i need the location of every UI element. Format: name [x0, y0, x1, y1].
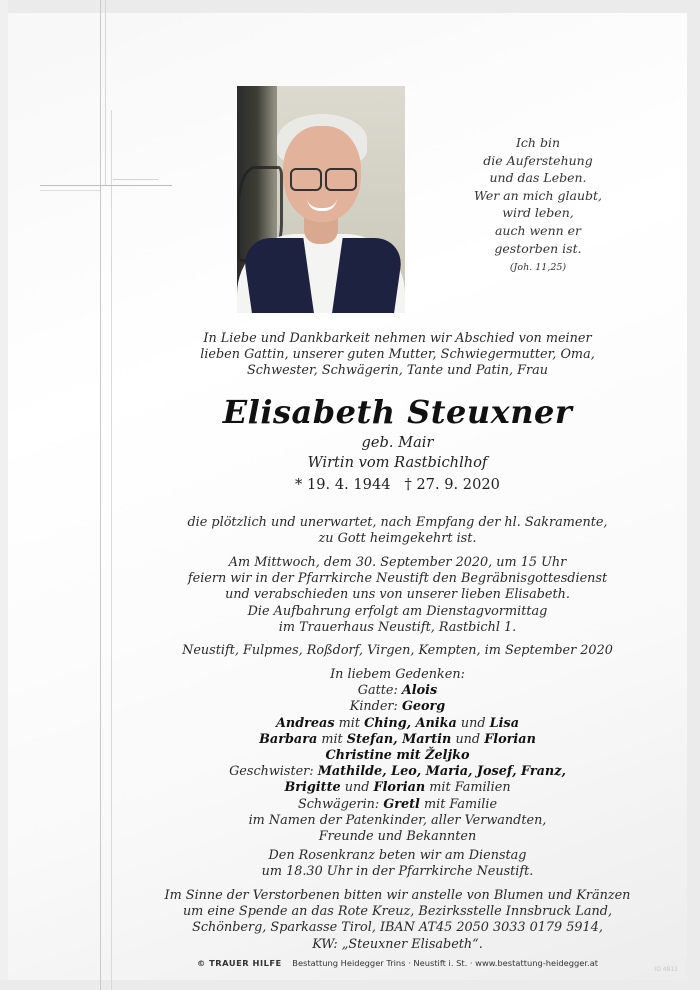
cross-line-vertical-3: [111, 110, 112, 990]
rosary-info: Den Rosenkranz beten wir am Dienstag um 18.30 Uhr in der Pfarrkirche Neustift.: [261, 848, 534, 880]
cross-line-horizontal: [40, 185, 172, 186]
footer: [120, 958, 675, 968]
funeral-info: Am Mittwoch, dem 30. September 2020, um 15 Uhr feiern wir in der Pfarrkirche Neustift den Begräbnisgottesdienst und verabschieden uns von unserer lieben Elisabeth. Die Aufbahrung erfolgt am Dienstagvormittag im Trauerhaus Neustift, Rastbichl 1.: [187, 555, 608, 635]
intro-text: In Liebe und Dankbarkeit nehmen wir Abschied von meiner lieben Gattin, unserer guten Mutter, Schwiegermutter, Oma, Schwester, Schwägerin, Tante und Patin, Frau: [200, 331, 595, 379]
cross-line-horizontal-2: [113, 179, 158, 180]
birth-name: geb. Mair: [361, 434, 434, 451]
donation-request: Im Sinne der Verstorbenen bitten wir anstelle von Blumen und Kränzen um eine Spende an das Rote Kreuz, Bezirksstelle Innsbruck Land, Schönberg, Sparkasse Tirol, IBAN AT45 2050 3033 0179 5914, KW: „Steuxner Elisabeth“.: [164, 888, 631, 952]
frame-left: [0, 0, 8, 990]
watermark: ID 4811: [654, 966, 678, 973]
deceased-name: Elisabeth Steuxner: [222, 393, 573, 431]
frame-right: [687, 0, 700, 990]
cross-line-vertical: [100, 0, 101, 990]
bible-quote: Ich bin die Auferstehung und das Leben. Wer an mich glaubt, wird leben, auch wenn er gestorben ist. (Joh. 11,25): [438, 134, 638, 277]
trauerhilfe-logo: © TRAUER HILFE: [196, 958, 282, 968]
cross-line-horizontal-3: [40, 190, 100, 191]
deceased-title: Wirtin vom Rastbichlhof: [307, 454, 488, 471]
cross-line-vertical-2: [105, 0, 106, 186]
places-date: Neustift, Fulpmes, Roßdorf, Virgen, Kempten, im September 2020: [182, 643, 613, 658]
life-dates: * 19. 4. 1944 † 27. 9. 2020: [295, 476, 500, 493]
funeral-home-info: Bestattung Heidegger Trins · Neustift i. St. · www.bestattung-heidegger.at: [292, 958, 599, 968]
death-description: die plötzlich und unerwartet, nach Empfang der hl. Sakramente, zu Gott heimgekehrt ist.: [187, 515, 608, 547]
mourners-list: In liebem Gedenken: Gatte: Alois Kinder: Georg Andreas mit Ching, Anika und Lisa Barbara mit Stefan, Martin und Florian Christine mit Željko Geschwister: Mathilde, Leo, Maria, Josef, Franz, Brigitte und Florian mit Familien Schwägerin: Gretl mit Familie im Namen der Patenkinder, aller Verwandten, Freunde und Bekannten: [229, 667, 566, 845]
frame-bottom: [0, 980, 700, 990]
quote-source: (Joh. 11,25): [509, 262, 567, 274]
portrait-photo: [237, 86, 405, 313]
